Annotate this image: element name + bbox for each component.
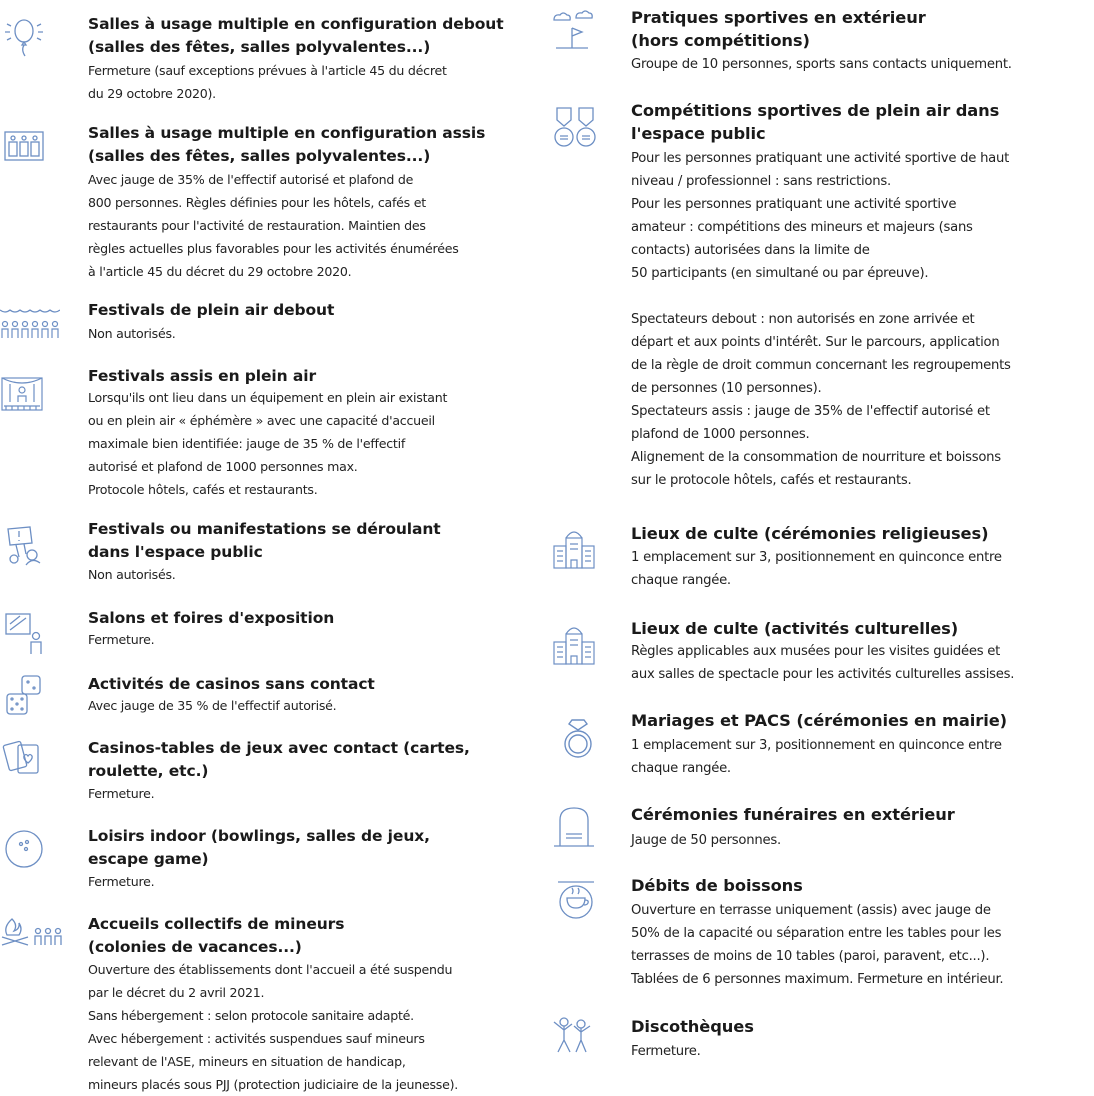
section-title-line: Loisirs indoor (bowlings, salles de jeux, — [88, 827, 430, 845]
section-text-line: aux salles de spectacle pour les activités culturelles assises. — [631, 667, 1015, 682]
section-text-line: de personnes (10 personnes). — [631, 381, 822, 396]
section-title-line: (colonies de vacances...) — [88, 938, 302, 956]
section-text-line — [631, 285, 1011, 308]
section-text-line: Fermeture. — [88, 632, 155, 647]
section-text-line: Alignement de la consommation de nourriture et boissons — [631, 450, 1001, 465]
section-title-line: Mariages et PACS (cérémonies en mairie) — [631, 711, 1007, 730]
section-text-line: Protocole hôtels, cafés et restaurants. — [88, 482, 318, 497]
section-text-line: Avec jauge de 35 % de l'effectif autorisé. — [88, 698, 337, 713]
section-text-line: mineurs placés sous PJJ (protection judiciaire de la jeunesse). — [88, 1077, 458, 1092]
section-text-line: chaque rangée. — [631, 573, 731, 588]
section-text-line: sur le protocole hôtels, cafés et restaurants. — [631, 473, 912, 488]
section-text-line: Pour les personnes pratiquant une activité sportive — [631, 197, 957, 212]
section-title-line: Discothèques — [631, 1017, 754, 1036]
section-title-line: roulette, etc.) — [88, 762, 209, 780]
dice-icon — [4, 674, 48, 718]
section-title-line: Salles à usage multiple en configuration assis — [88, 124, 486, 142]
section-text-line: Fermeture. — [631, 1044, 701, 1059]
exhibition-icon — [4, 610, 48, 654]
section-text-line: à l'article 45 du décret du 29 octobre 2020. — [88, 264, 352, 279]
coffee-cup-icon — [554, 876, 598, 920]
section-title-line: dans l'espace public — [88, 543, 263, 561]
section-text-line: contacts) autorisées dans la limite de — [631, 243, 870, 258]
section-title-line: Accueils collectifs de mineurs — [88, 915, 345, 933]
stage-icon — [0, 372, 44, 416]
section-text-line: Règles applicables aux musées pour les visites guidées et — [631, 644, 1001, 659]
standing-crowd-icon — [0, 302, 60, 346]
section-text-line: Non autorisés. — [88, 326, 176, 341]
section-title-line: Salons et foires d'exposition — [88, 609, 335, 627]
ring-icon — [556, 716, 600, 760]
section-title-line: (salles des fêtes, salles polyvalentes...) — [88, 38, 431, 56]
section-text-line: Tablées de 6 personnes maximum. Fermeture en intérieur. — [631, 972, 1004, 987]
section-text-line: chaque rangée. — [631, 761, 731, 776]
section-text-line: Lorsqu'ils ont lieu dans un équipement en plein air existant — [88, 390, 448, 405]
section-text-line: amateur : compétitions des mineurs et majeurs (sans — [631, 220, 973, 235]
section-text-line: Ouverture des établissements dont l'accueil a été suspendu — [88, 962, 453, 977]
section-text-line: 1 emplacement sur 3, positionnement en quinconce entre — [631, 550, 1002, 565]
section-title-line: Festivals de plein air debout — [88, 301, 335, 319]
section-title-line: Casinos-tables de jeux avec contact (cartes, — [88, 739, 470, 757]
section-text-line: Avec jauge de 35% de l'effectif autorisé et plafond de — [88, 172, 414, 187]
section-title-line: (hors compétitions) — [631, 31, 810, 50]
section-text-line: Groupe de 10 personnes, sports sans contacts uniquement. — [631, 57, 1012, 72]
section-text-line: Spectateurs debout : non autorisés en zone arrivée et — [631, 312, 975, 327]
section-title-line: Cérémonies funéraires en extérieur — [631, 805, 955, 824]
medals-icon — [553, 106, 597, 150]
section-title-line: Festivals assis en plein air — [88, 367, 316, 385]
section-text-line: 800 personnes. Règles définies pour les hôtels, cafés et — [88, 195, 426, 210]
section-text-line: autorisé et plafond de 1000 personnes max. — [88, 459, 358, 474]
section-text-line: règles actuelles plus favorables pour les activités énumérées — [88, 241, 459, 256]
section-text-line: Non autorisés. — [88, 567, 176, 582]
dancers-icon — [550, 1012, 594, 1056]
place-of-worship-icon — [552, 526, 596, 570]
section-text-line: 50 participants (en simultané ou par épreuve). — [631, 266, 929, 281]
balloon-icon — [2, 14, 46, 58]
section-text-line: Ouverture en terrasse uniquement (assis) avec jauge de — [631, 903, 991, 918]
bowling-ball-icon — [2, 827, 46, 871]
golf-flag-icon — [550, 8, 594, 52]
section-title-line: Débits de boissons — [631, 876, 803, 895]
section-text-line: 1 emplacement sur 3, positionnement en quinconce entre — [631, 738, 1002, 753]
section-title-line: Salles à usage multiple en configuration debout — [88, 15, 504, 33]
place-of-worship-icon — [552, 622, 596, 666]
section-title-line: l'espace public — [631, 124, 766, 143]
section-title-line: escape game) — [88, 850, 209, 868]
section-text-line: Spectateurs assis : jauge de 35% de l'effectif autorisé et — [631, 404, 990, 419]
section-title-line: Lieux de culte (cérémonies religieuses) — [631, 524, 989, 543]
section-text-line: plafond de 1000 personnes. — [631, 427, 810, 442]
protest-icon — [2, 523, 46, 567]
section-text-line: ou en plein air « éphémère » avec une capacité d'accueil — [88, 413, 435, 428]
section-title-line: Pratiques sportives en extérieur — [631, 8, 926, 27]
section-title-line: Lieux de culte (activités culturelles) — [631, 619, 959, 638]
section-text-line: relevant de l'ASE, mineurs en situation de handicap, — [88, 1054, 406, 1069]
section-text-line: du 29 octobre 2020). — [88, 86, 216, 101]
section-text-line: Jauge de 50 personnes. — [631, 833, 781, 848]
playing-cards-icon — [2, 737, 46, 781]
section-text-line: 50% de la capacité ou séparation entre les tables pour les — [631, 926, 1002, 941]
section-text-line: restaurants pour l'activité de restauration. Maintien des — [88, 218, 426, 233]
section-text-line: Fermeture (sauf exceptions prévues à l'article 45 du décret — [88, 63, 447, 78]
section-text-line: par le décret du 2 avril 2021. — [88, 985, 265, 1000]
section-text-line: Fermeture. — [88, 874, 155, 889]
section-text-line: Pour les personnes pratiquant une activité sportive de haut — [631, 151, 1010, 166]
campfire-icon — [0, 913, 64, 957]
section-text-line: Fermeture. — [88, 786, 155, 801]
section-text-line: niveau / professionnel : sans restrictions. — [631, 174, 891, 189]
section-text-line: de la règle de droit commun concernant les regroupements — [631, 358, 1011, 373]
section-text-line: Avec hébergement : activités suspendues sauf mineurs — [88, 1031, 425, 1046]
section-title-line: Compétitions sportives de plein air dans — [631, 101, 1000, 120]
section-text-line: maximale bien identifiée: jauge de 35 % de l'effectif — [88, 436, 406, 451]
section-text-line: Sans hébergement : selon protocole sanitaire adapté. — [88, 1008, 414, 1023]
section-title-line: (salles des fêtes, salles polyvalentes...) — [88, 147, 431, 165]
section-title-line: Festivals ou manifestations se déroulant — [88, 520, 441, 538]
section-text-line: départ et aux points d'intérêt. Sur le parcours, application — [631, 335, 1000, 350]
section-title-line: Activités de casinos sans contact — [88, 675, 375, 693]
section-text-line: terrasses de moins de 10 tables (paroi, paravent, etc...). — [631, 949, 990, 964]
gravestone-icon — [552, 806, 596, 850]
seated-hall-icon — [2, 124, 46, 168]
